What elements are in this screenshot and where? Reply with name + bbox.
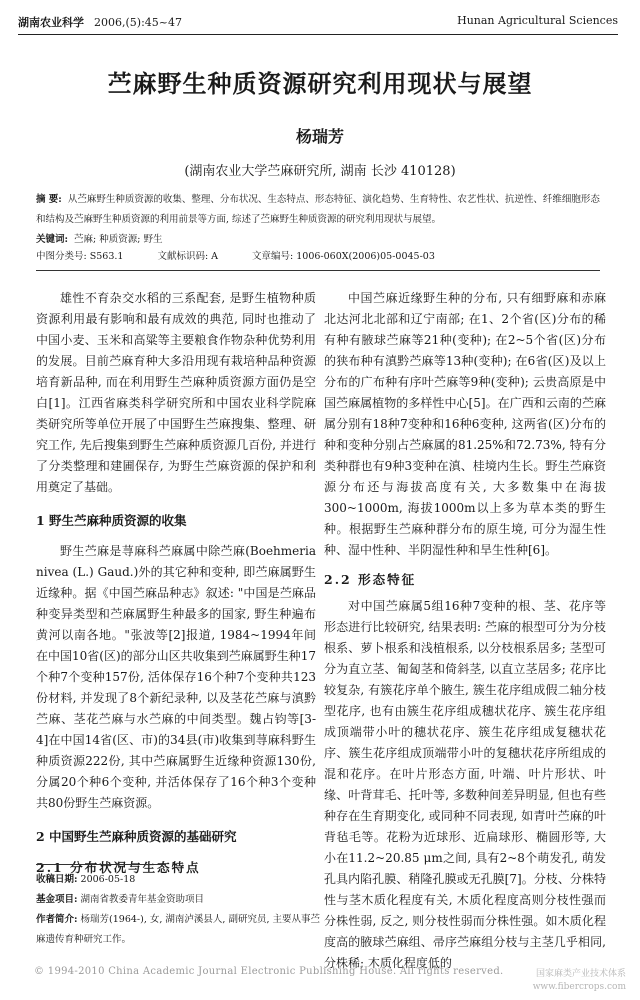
intro-paragraph: 雄性不育杂交水稻的三系配套, 是野生植物种质资源利用最有影响和最有成效的典范, 同时也推动了中国小麦、玉米和高粱等主要粮食作物杂种优势利用的发展。目前苎麻育种大多沿用现有栽培种品种资源培育新品种, 而在利用野生苎麻种质资源方面仍是空白[1]。江西省麻类科学研究所和中国农业科学院麻类研究所等单位开展了中国野生苎麻搜集、整理、研究工作, 先后搜集到野生苎麻种质资源几百份, 并进行了分类整理和建圃保存, 为野生苎麻资源的保护和利用奠定了基础。 xyxy=(36,291,316,494)
author-name: 杨瑞芳 xyxy=(295,127,344,146)
left-column xyxy=(36,288,316,884)
fund-info xyxy=(36,890,326,910)
running-head xyxy=(18,14,618,32)
clc-number: 中图分类号: S563.1 xyxy=(36,251,124,262)
header-rule xyxy=(18,34,618,35)
paper-title: 苎麻野生种质资源研究利用现状与展望 xyxy=(107,69,533,98)
journal-header xyxy=(18,14,182,32)
fund-value: 湖南省教委青年基金资助项目 xyxy=(80,894,205,905)
affiliation: (湖南农业大学苎麻研究所, 湖南 长沙 410128) xyxy=(184,164,456,179)
author-bio xyxy=(36,910,326,950)
keywords: 苎麻; 种质资源; 野生 xyxy=(74,234,163,245)
watermark-line-1: 国家麻类产业技术体系 xyxy=(535,969,626,979)
abstract-rule xyxy=(36,270,600,271)
footnote-rule xyxy=(36,864,166,865)
journal-name-en: Hunan Agricultural Sciences xyxy=(457,14,618,27)
abstract-label: 摘 要: xyxy=(36,194,62,205)
keywords-line xyxy=(36,230,600,250)
section-2-heading: 2 中国野生苎麻种质资源的基础研究 xyxy=(36,829,237,844)
abstract-block xyxy=(36,190,600,250)
issue-info: 2006,(5):45~47 xyxy=(94,16,182,29)
document-code: 文献标识码: A xyxy=(157,251,219,262)
article-number: 文章编号: 1006-060X(2006)05-0045-03 xyxy=(252,251,435,262)
keywords-label: 关键词: xyxy=(36,234,69,245)
fund-label: 基金项目: xyxy=(36,894,78,905)
abstract-body: 从苎麻野生种质资源的收集、整理、分布状况、生态特点、形态特征、演化趋势、生育特性、农艺性状、抗逆性、纤维细胞形态和结构及苎麻野生种质资源的利用前景等方面, 综述了苎麻野生种质资源的研究利用现状与展望。 xyxy=(36,194,600,225)
section-1-heading: 1 野生苎麻种质资源的收集 xyxy=(36,513,187,528)
site-watermark xyxy=(533,968,626,994)
section-2-2-heading: 2.2 形态特征 xyxy=(324,572,417,587)
watermark-line-2: www.fibercrops.com xyxy=(532,982,626,992)
section-2-1-heading: 2.1 分布状况与生态特点 xyxy=(36,860,201,875)
journal-name-cn: 湖南农业科学 xyxy=(18,16,84,29)
copyright-line: © 1994-2010 China Academic Journal Electronic Publishing House. All rights reserved. xyxy=(34,966,504,977)
right-column xyxy=(324,288,606,982)
received-label: 收稿日期: xyxy=(36,874,78,885)
morphology-paragraph: 对中国苎麻属5组16种7变种的根、茎、花序等形态进行比较研究, 结果表明: 苎麻的根型可分为分枝根系、萝卜根系和浅植根系, 以分枝根系居多; 茎型可分为直立茎、匍匐茎和倚斜茎, 以直立茎居多; 花序比较复杂, 有簇花序单个腋生, 簇生花序组成假二轴分枝型花序, 也有由簇生花序组成穗状花序、簇生花序组成顶端带小叶的穗状花序、簇生花序组成复穗状花序、簇生花序组成顶端带小叶的复穗状花序所组成的混和花序。在叶片形态方面, 叶端、叶片形状、叶缘、叶背茸毛、托叶等, 多数种间差异明显, 但也有些种存在生育期变化, 或同种不同表现, 如青叶苎麻的叶背毡毛等。花粉为近球形、近扁球形、椭圆形等, 大小在11.2~20.85 μm之间, 具有2~8个萌发孔, 萌发孔具内陷孔膜、稍隆孔膜或无孔膜[7]。分枝、分株特性与茎木质化程度有关, 木质化程度高则分枝性强而分株性弱, 反之, 则分枝性弱而分株性强。如木质化程度高的腋球苎麻组、帚序苎麻组分枝与主茎几乎相同, 分株稀; 木质化程度低的 xyxy=(324,599,606,970)
footnotes xyxy=(36,870,326,950)
distribution-paragraph: 中国苎麻近缘野生种的分布, 只有细野麻和赤麻北达河北北部和辽宁南部; 在1、2个省(区)分布的稀有种有腋球苎麻等21种(变种); 在2~5个省(区)分布的狭布种有滇黔苎麻等13种(变种); 在6省(区)及以上分布的广布种有序叶苎麻等9种(变种); 云贵高原是中国苎麻属植物的多样性中心[5]。在广西和云南的苎麻属分别有18种7变种和16种6变种, 这两省(区)分布的种和变种分别占苎麻属的81.25%和72.73%, 特有分类种群也有9种3变种在滇、桂境内生长。野生苎麻资源分布还与海拔高度有关, 大多数集中在海拔300~1000m, 海拔1000m以上多为草本类的野生种。根据野生苎麻种群分布的原生境, 可分为湿生性种、湿中性种、半阴湿性种和旱生性种[6]。 xyxy=(324,291,606,557)
classification-row xyxy=(36,248,435,262)
bio-value: 杨瑞芳(1964-), 女, 湖南泸溪县人, 副研究员, 主要从事苎麻遗传育种研究工作。 xyxy=(36,914,321,945)
received-value: 2006-05-18 xyxy=(80,874,136,885)
received-date xyxy=(36,870,326,890)
bio-label: 作者简介: xyxy=(36,914,78,925)
abstract-text xyxy=(36,190,600,230)
section-1-paragraph: 野生苎麻是荨麻科苎麻属中除苎麻(Boehmeria nivea (L.) Gaud.)外的其它种和变种, 即苎麻属野生近缘种。据《中国苎麻品种志》叙述: "中国是苎麻品种变异类型和苎麻属野生种最多的国家, 野生种遍布黄河以南各地。"张波等[2]报道, 1984~1994年间在中国10省(区)的部分山区共收集到苎麻属野生种17个种7个变种157份, 活体保存16个种7个变种共123份材料, 并发现了8个新纪录种, 以及茎花苎麻与滇黔苎麻、茎花苎麻与水苎麻的中间类型。魏占钧等[3-4]在中国14省(区、市)的34县(市)收集到荨麻科野生种质资源222份, 其中苎麻属野生近缘种资源130份, 分属20个种6个变种, 并活体保存了16个种3个变种共80份野生苎麻资源。 xyxy=(36,544,316,810)
